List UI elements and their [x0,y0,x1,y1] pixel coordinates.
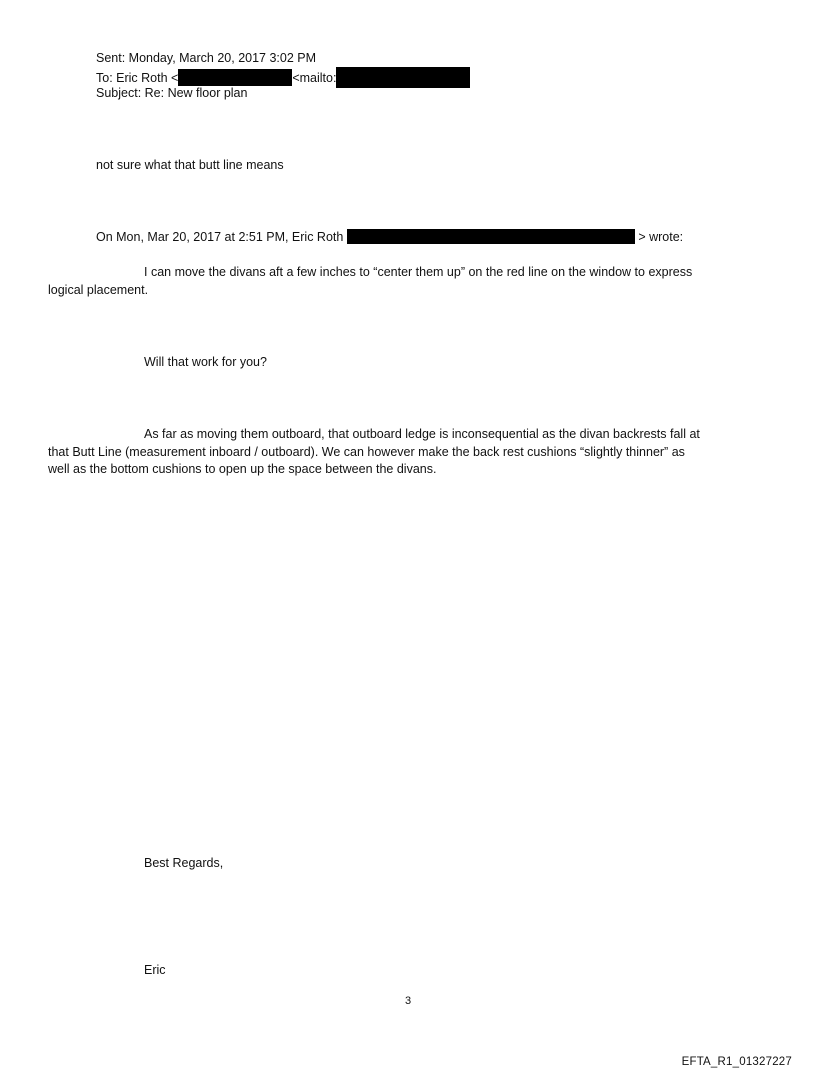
redaction-box [178,69,292,86]
signature: Eric [144,963,166,977]
to-prefix: To: Eric Roth < [96,71,179,85]
quoted-p3-line1: As far as moving them outboard, that outboard ledge is inconsequential as the divan backrests fall at [144,427,700,441]
quoted-p3-line2: that Butt Line (measurement inboard / outboard). We can however make the back rest cushions “slightly thinner” as [48,444,685,459]
quoted-paragraph-2: Will that work for you? [144,355,267,369]
closing: Best Regards, [144,856,224,870]
quoted-p3-line3: well as the bottom cushions to open up the space between the divans. [48,462,437,476]
quote-header-prefix: On Mon, Mar 20, 2017 at 2:51 PM, Eric Roth [96,230,344,244]
to-mailto: <mailto: [292,71,337,85]
sent-line: Sent: Monday, March 20, 2017 3:02 PM [96,51,317,65]
redaction-box [336,67,470,88]
quoted-paragraph-3 [48,426,700,479]
quote-header [96,229,683,245]
bates-number: EFTA_R1_01327227 [681,1056,792,1068]
quoted-p1-line2: logical placement. [48,282,149,297]
quoted-p1-line1: I can move the divans aft a few inches to “center them up” on the red line on the window to express [144,265,693,279]
subject-line: Subject: Re: New floor plan [96,86,248,100]
quote-header-suffix: > wrote: [638,230,684,244]
redaction-box [347,229,635,244]
quoted-paragraph-1 [48,264,692,299]
page-number: 3 [404,995,412,1007]
reply-body: not sure what that butt line means [96,158,284,172]
